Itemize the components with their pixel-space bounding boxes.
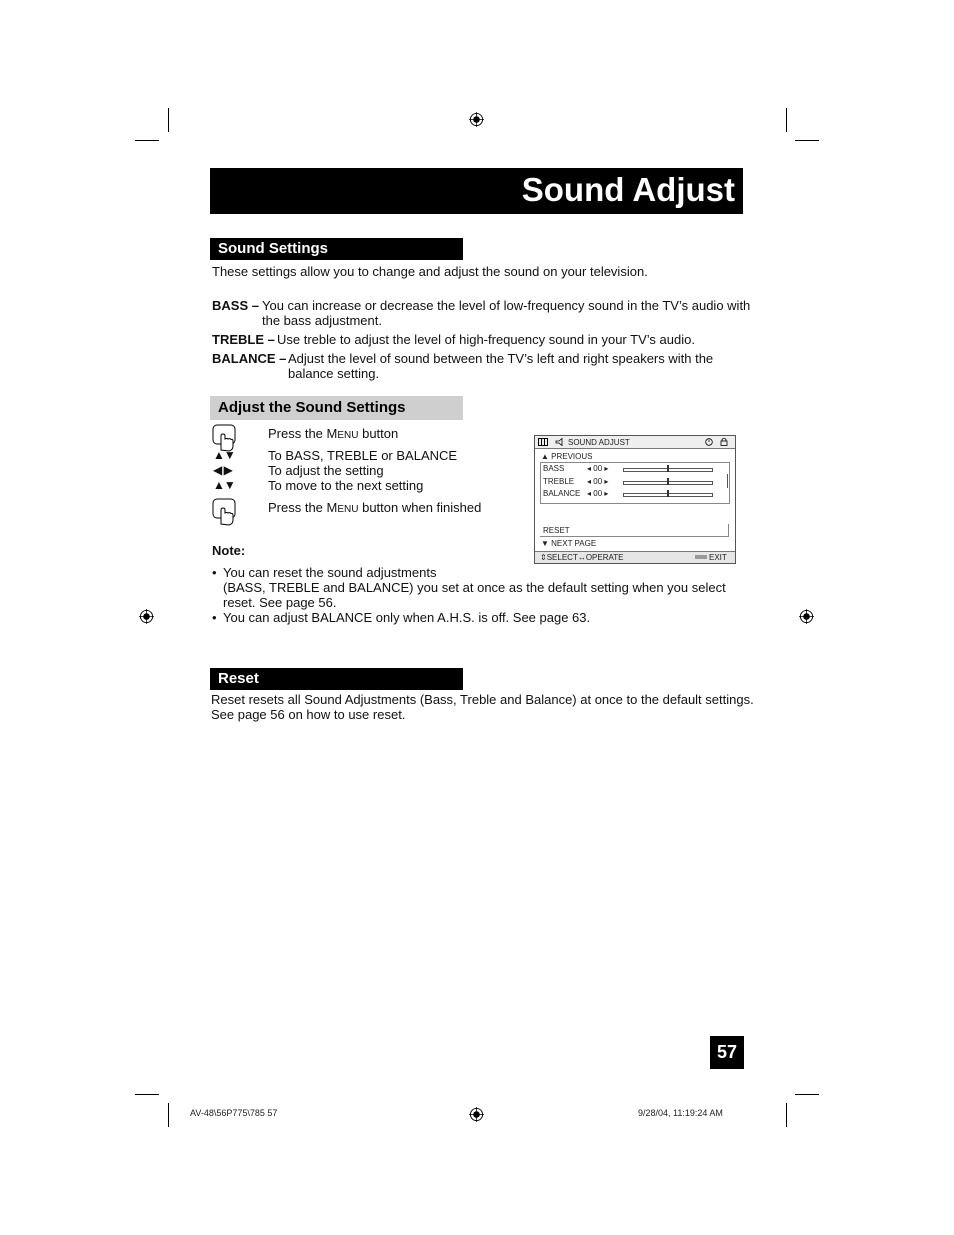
osd-title: SOUND ADJUST [568,438,630,447]
osd-operate-label: OPERATE [585,553,624,562]
osd-select-label: SELECT [546,553,578,562]
treble-description: Use treble to adjust the level of high-frequency sound in your TV’s audio. [277,332,695,347]
osd-reset: RESET [543,526,570,535]
osd-previous: ▲ PREVIOUS [541,452,593,461]
note-bullet: • [212,565,217,580]
step-text: Press the M [268,500,338,515]
osd-value: 00 [593,477,603,486]
lock-icon [720,437,728,446]
osd-header [535,436,735,449]
step-text-smallcaps: ENU [337,430,359,441]
left-right-arrows-icon: ◀ ▶ [213,463,232,477]
osd-previous-label: PREVIOUS [551,452,593,461]
step-adjust-setting: To adjust the setting [268,463,384,478]
osd-select: ⇕SELECT↔OPERATE [540,553,624,562]
crop-mark [168,1103,169,1127]
crop-mark [795,1094,819,1095]
section-heading-adjust [210,396,463,420]
registration-mark-icon [469,1107,484,1122]
step-press-menu [268,426,398,443]
bass-description-cont: the bass adjustment. [262,313,382,328]
crop-mark [135,1094,159,1095]
reset-text-line1: Reset resets all Sound Adjustments (Bass, Treble and Balance) at once to the default settings. [211,692,754,707]
note-1-line3: reset. See page 56. [223,595,337,610]
crop-mark [786,1103,787,1127]
step-text: Press the M [268,426,338,441]
osd-next-page-label: NEXT PAGE [551,539,597,548]
osd-value: 00 [593,489,603,498]
osd-slider-knob [667,490,669,497]
step-next-setting: To move to the next setting [268,478,424,493]
bass-term: BASS – [212,298,259,313]
section-heading-label: Reset [218,670,259,687]
crop-mark [135,140,159,141]
crop-mark [786,108,787,132]
osd-slider-knob [667,465,669,472]
treble-term: TREBLE – [212,332,275,347]
bass-description: You can increase or decrease the level of low-frequency sound in the TV’s audio with [262,298,751,313]
section-heading-reset [210,668,463,690]
page-title-bar [210,168,743,214]
step-text: button [358,426,399,441]
balance-term: BALANCE – [212,351,287,366]
osd-slider-knob [667,478,669,485]
section-heading-label: Adjust the Sound Settings [218,399,406,416]
tv-icon [538,438,548,446]
section-heading-sound-settings [210,238,463,260]
note-1-line2: (BASS, TREBLE and BALANCE) you set at once as the default setting when you select [223,580,726,595]
registration-mark-icon [139,609,154,624]
osd-row-value: ◂ 00 ▸ [587,464,609,473]
intro-text: These settings allow you to change and adjust the sound on your television. [212,264,648,279]
speaker-icon [555,438,565,446]
up-down-arrows-icon: ▲▼ [213,478,235,492]
balance-description-cont: balance setting. [288,366,380,381]
crop-mark [795,140,819,141]
page-title: Sound Adjust [521,171,735,208]
osd-exit: EXIT [709,553,727,562]
registration-mark-icon [799,609,814,624]
osd-row-label: BASS [543,464,565,473]
osd-value: 00 [593,464,603,473]
osd-next-page: ▼ NEXT PAGE [541,539,597,548]
osd-scrollbar [727,474,728,488]
note-2: You can adjust BALANCE only when A.H.S. is off. See page 63. [223,610,591,625]
note-label: Note: [212,543,246,558]
section-heading-label: Sound Settings [218,240,328,257]
osd-row-label: BALANCE [543,489,581,498]
step-text: button when finished [358,500,482,515]
step-select-item: To BASS, TREBLE or BALANCE [268,448,458,463]
menu-key-icon [695,555,707,559]
sound-adjust-osd-menu [534,435,736,564]
step-text-smallcaps: ENU [337,504,359,515]
clock-icon [705,438,713,446]
osd-row-value: ◂ 00 ▸ [587,477,609,486]
step-press-menu-finished [268,500,481,517]
footer-timestamp: 9/28/04, 11:19:24 AM [638,1108,723,1118]
balance-description: Adjust the level of sound between the TV’s left and right speakers with the [288,351,714,366]
note-bullet: • [212,610,217,625]
osd-footer [535,551,735,563]
reset-text-line2: See page 56 on how to use reset. [211,707,406,722]
up-down-arrows-icon: ▲▼ [213,448,235,462]
note-1-line1: You can reset the sound adjustments [223,565,437,580]
footer-file-info: AV-48\56P775\785 57 [190,1108,278,1118]
page-number: 57 [710,1036,744,1069]
osd-row-value: ◂ 00 ▸ [587,489,609,498]
osd-row-label: TREBLE [543,477,575,486]
hand-press-button-icon [212,498,238,526]
crop-mark [168,108,169,132]
registration-mark-icon [469,112,484,127]
